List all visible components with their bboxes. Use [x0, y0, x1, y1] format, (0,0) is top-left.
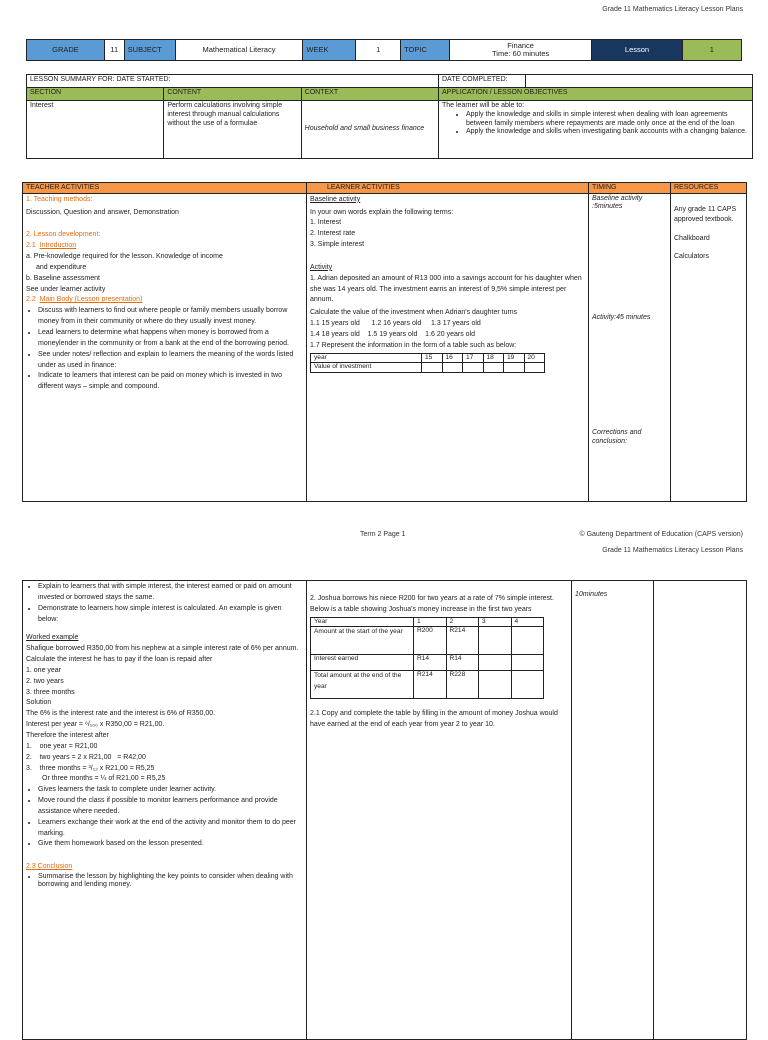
activity-heading: Activity [310, 263, 333, 271]
activities-table [22, 182, 747, 502]
investment-year: 16 [442, 353, 463, 363]
question-1-options-2: 1.4 18 years old 1.5 19 years old 1.6 20 years old [310, 330, 475, 338]
teacher-bullet: • Explain to learners that with simple interest, the interest earned or paid on amount invested or borrowed stays the same. [38, 582, 303, 604]
teaching-methods-text: Discussion, Question and answer, Demonstration [26, 208, 179, 216]
teacher-bullet: • Demonstrate to learners how simple interest is calculated. An example is given below: [38, 604, 303, 626]
worked-option: 1. one year [26, 666, 62, 674]
investment-table [310, 353, 545, 373]
timing-cell [589, 193, 671, 501]
page-header: Grade 11 Mathematics Literacy Lesson Plans [602, 6, 743, 13]
joshua-cell [511, 627, 544, 655]
worked-example-text: Shafique borrowed R350,00 from his nephew at a simple interest rate of 6% per annum. Calculate the interest he has to pay if the loan is repaid after [26, 645, 299, 664]
timing-corrections: Corrections and conclusion: [592, 428, 642, 445]
joshua-header: 4 [511, 617, 544, 627]
investment-value-label: Value of investment [311, 363, 422, 373]
worked-option: 3. three months [26, 688, 75, 696]
content-value: Perform calculations involving simple interest through manual calculations without the use of a formulae [164, 101, 301, 159]
resources-cell [671, 193, 747, 501]
question-1: 1. Adrian deposited an amount of R13 000 into a savings account for his daughter when she was 14 years old. The investment earns an interest of 9,5% simple interest per annum. [310, 274, 582, 304]
solution-line: Or three months = ¼ of R21,00 = R5,25 [42, 775, 166, 783]
objective-item: • Apply the knowledge and skills in simple interest when dealing with loan agreements between family members where repayments are made only once at the end of the loan [466, 111, 749, 129]
teacher-activities-cell-2 [23, 581, 307, 1040]
joshua-header: 3 [479, 617, 512, 627]
resources-cell-2 [654, 581, 747, 1040]
timing-cell-2 [572, 581, 654, 1040]
solution-line: The 6% is the interest rate and the interest is 6% of R350,00. [26, 710, 216, 718]
teacher-activities-header: TEACHER ACTIVITIES [23, 183, 307, 194]
subject-label: SUBJECT [124, 40, 175, 61]
summary-title: LESSON SUMMARY FOR: DATE STARTED: [27, 75, 439, 88]
resources-header: RESOURCES [671, 183, 747, 194]
context-value: Household and small business finance [301, 101, 438, 159]
term-item: 3. Simple interest [310, 241, 365, 249]
timing-activity: Activity:45 minutes [592, 314, 651, 322]
investment-year: 18 [483, 353, 504, 363]
joshua-cell: R200 [414, 627, 447, 655]
question-2-1: 2.1 Copy and complete the table by filling in the amount of money Joshua would have earned at the end of each year from year 2 to year 10. [310, 710, 558, 729]
baseline-activity-text: In your own words explain the following terms: [310, 208, 454, 216]
baseline-text: b. Baseline assessment [26, 274, 100, 282]
investment-year-label: year [311, 353, 422, 363]
term-item: 2. Interest rate [310, 230, 356, 238]
subject-value: Mathematical Literacy [175, 40, 303, 61]
teacher-activities-cell [23, 193, 307, 501]
joshua-cell [479, 627, 512, 655]
worked-example-heading: Worked example [26, 634, 79, 642]
lesson-label: Lesson [592, 40, 682, 61]
teacher-bullet: • Give them homework based on the lesson presented. [38, 839, 303, 850]
teaching-methods-heading: 1. Teaching methods: [26, 195, 93, 203]
teacher-bullet: • Summarise the lesson by highlighting the key points to consider when dealing with borrowing and lending money. [38, 873, 303, 890]
pre-knowledge-text-2: and expenditure [36, 263, 87, 271]
page-footer-number: Term 2 Page 1 [360, 531, 406, 538]
timing-value: 10minutes [575, 591, 608, 598]
question-1-7: 1.7 Represent the information in the form of a table such as below: [310, 341, 517, 349]
introduction-heading: 2.1 Introduction [26, 242, 77, 250]
timing-header: TIMING [589, 183, 671, 194]
col-section: SECTION [27, 88, 164, 101]
teacher-bullet: • Learners exchange their work at the end of the activity and monitor them to do peer marking. [38, 818, 303, 840]
joshua-row-label: Amount at the start of the year [311, 627, 414, 655]
page-footer-copyright: © Gauteng Department of Education (CAPS version) [579, 531, 743, 538]
joshua-cell: R228 [446, 671, 479, 699]
question-2: 2. Joshua borrows his niece R200 for two years at a rate of 7% simple interest. Below is a table showing Joshua's money increase in the first two years [310, 595, 554, 613]
resource-item: Calculators [674, 253, 710, 261]
joshua-cell [511, 655, 544, 671]
col-objectives: APPLICATION / LESSON OBJECTIVES [439, 88, 753, 101]
lesson-info-table [26, 39, 742, 61]
solution-heading: Solution [26, 699, 52, 707]
resource-item: Any grade 11 CAPS approved textbook. [674, 205, 737, 224]
date-completed-label: DATE COMPLETED: [439, 75, 526, 88]
page-2-header: Grade 11 Mathematics Literacy Lesson Plans [602, 547, 743, 554]
teacher-bullet: • Indicate to learners that interest can be paid on money which is invested in two different ways – simple and compound. [38, 371, 303, 393]
lesson-value: 1 [682, 40, 741, 61]
investment-year: 19 [504, 353, 525, 363]
joshua-header: Year [311, 617, 414, 627]
conclusion-heading: 2.3 Conclusion [26, 863, 73, 871]
teacher-bullet: • Gives learners the task to complete under learner activity. [38, 785, 303, 796]
question-1b: Calculate the value of the investment when Adrian's daughter turns [310, 309, 518, 317]
topic-value: Finance Time: 60 minutes [449, 40, 591, 61]
teacher-bullet: • Lead learners to determine what happens when money is borrowed from a moneylender in the community or from a bank at the end of the borrowing period. [38, 328, 303, 350]
timing-baseline: Baseline activity :5minutes [592, 194, 643, 211]
joshua-cell: R14 [414, 655, 447, 671]
solution-line: Therefore the interest after [26, 731, 109, 739]
solution-line: 3. three months = ³/₁₂ x R21,00 = R5,25 [26, 764, 155, 772]
baseline-activity-heading: Baseline activity [310, 195, 361, 203]
investment-year: 17 [463, 353, 484, 363]
joshua-cell [479, 671, 512, 699]
joshua-row-label: Total amount at the end of the year [311, 671, 414, 699]
joshua-cell: R214 [414, 671, 447, 699]
joshua-header: 2 [446, 617, 479, 627]
solution-line: Interest per year = ⁶/₁₀₀ x R350,00 = R21,00. [26, 721, 165, 729]
pre-knowledge-text: a. Pre-knowledge required for the lesson. Knowledge of income [26, 253, 223, 261]
solution-line: 2. two years = 2 x R21,00 = R42,00 [26, 753, 146, 761]
lesson-development-heading: 2. Lesson development: [26, 231, 101, 239]
week-label: WEEK [303, 40, 356, 61]
resource-item: Chalkboard [674, 234, 710, 242]
joshua-cell: R214 [446, 627, 479, 655]
investment-year: 15 [422, 353, 443, 363]
solution-line: 1. one year = R21,00 [26, 742, 98, 750]
col-context: CONTEXT [301, 88, 438, 101]
week-value: 1 [356, 40, 401, 61]
col-content: CONTENT [164, 88, 301, 101]
main-body-heading: 2.2 Main Body (Lesson presentation) [26, 296, 143, 304]
date-completed-value [526, 75, 753, 88]
joshua-cell [479, 655, 512, 671]
grade-value: 11 [104, 40, 124, 61]
grade-label: GRADE [27, 40, 105, 61]
learner-activities-cell-2 [307, 581, 572, 1040]
topic-label: TOPIC [401, 40, 450, 61]
joshua-header: 1 [414, 617, 447, 627]
lesson-summary-table [26, 74, 753, 159]
joshua-row-label: Interest earned [311, 655, 414, 671]
activities-table-page-2 [22, 580, 747, 1040]
learner-activities-cell [307, 193, 589, 501]
section-value: Interest [27, 101, 164, 159]
teacher-bullet: • Move round the class if possible to monitor learners performance and provide assistance where needed. [38, 796, 303, 818]
objective-item: • Apply the knowledge and skills when investigating bank accounts with a changing balance. [466, 128, 749, 137]
objectives-value: The learner will be able to: • Apply the knowledge and skills in simple interest when dealing with loan agreements between family members where repayments are made only once at the end of the loan • Apply the knowledge and skills when investigating bank accounts with a changing balance. [439, 101, 753, 159]
question-1-options: 1.1 15 years old 1.2 16 years old 1.3 17 years old [310, 320, 481, 328]
joshua-table [310, 617, 544, 700]
baseline-text-2: See under learner activity [26, 285, 106, 293]
learner-activities-header: LEARNER ACTIVITIES [307, 183, 589, 194]
investment-year: 20 [524, 353, 545, 363]
term-item: 1. Interest [310, 219, 342, 227]
worked-option: 2. two years [26, 677, 64, 685]
joshua-cell [511, 671, 544, 699]
joshua-cell: R14 [446, 655, 479, 671]
teacher-bullet: • See under notes/ reflection and explain to learners the meaning of the words listed under as used in finance: [38, 350, 303, 372]
teacher-bullet: • Discuss with learners to find out where people or family members usually borrow money from in their community or where do they usually invest money. [38, 306, 303, 328]
